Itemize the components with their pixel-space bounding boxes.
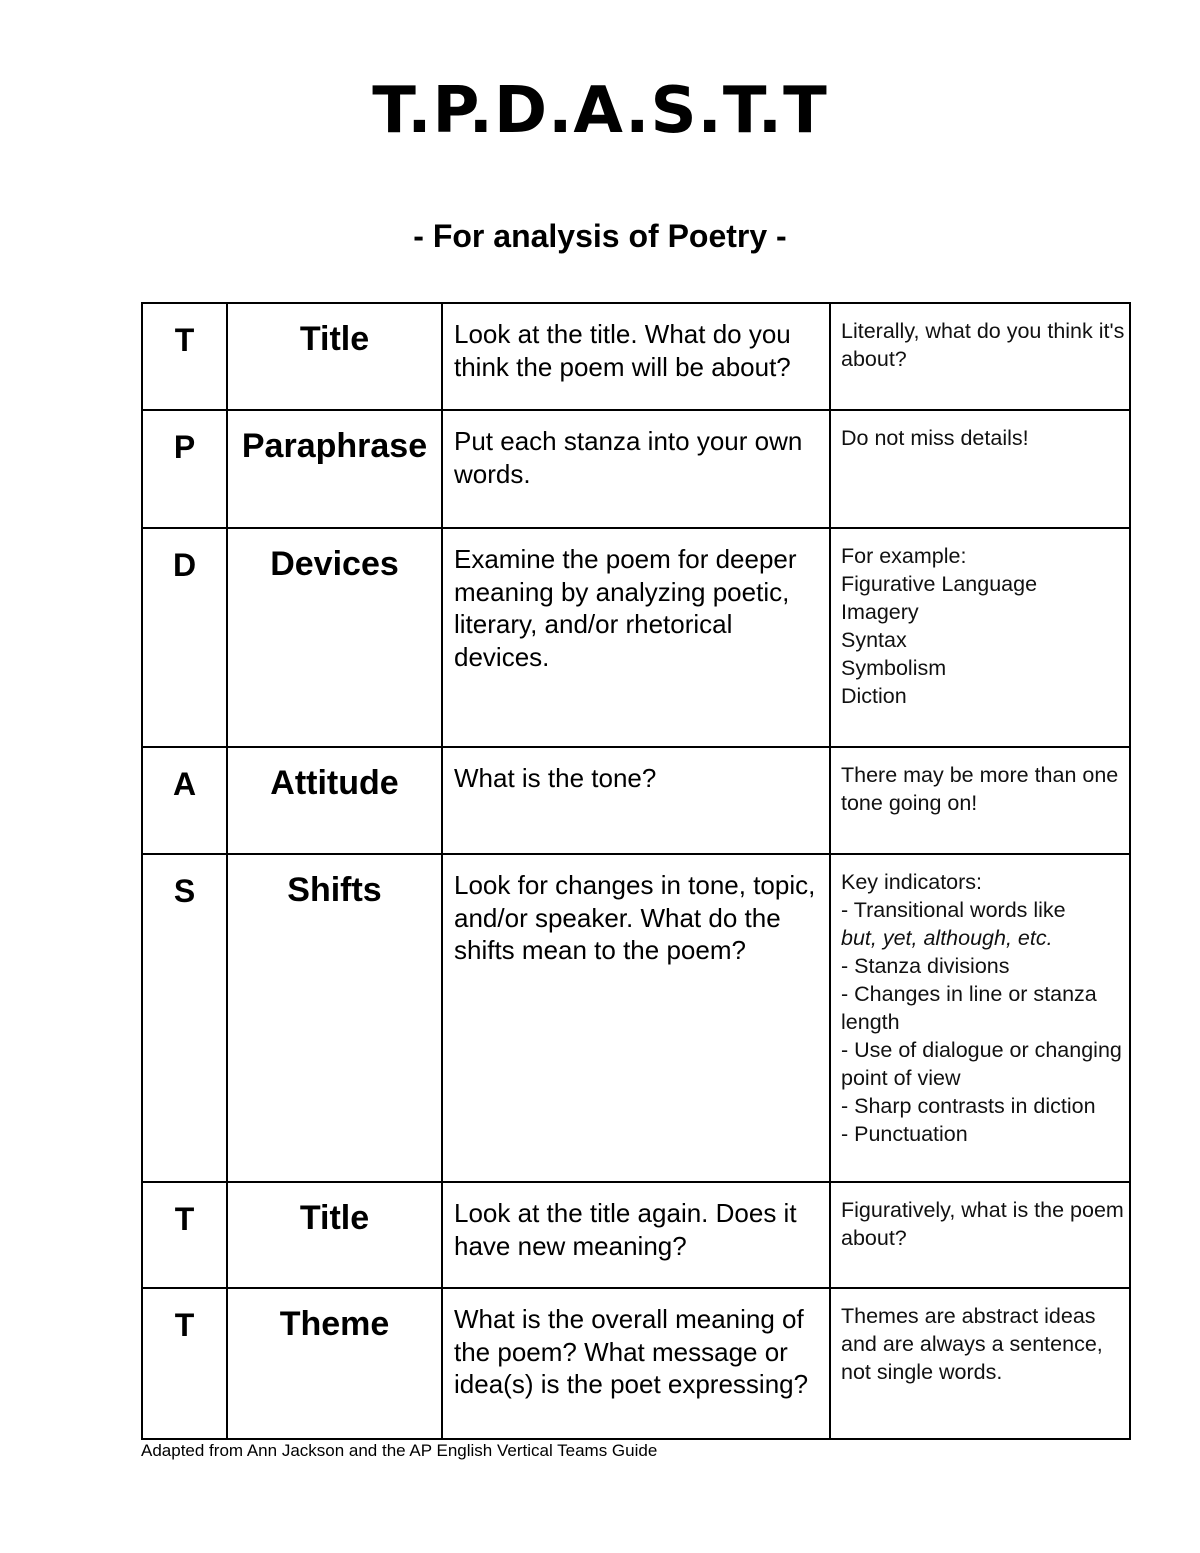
- note-line: but, yet, although, etc.: [841, 926, 1053, 950]
- page-subtitle: - For analysis of Poetry -: [413, 218, 787, 254]
- note-line: Figurative Language: [841, 572, 1038, 596]
- row-letter: S: [173, 873, 196, 909]
- note-line: Key indicators:: [841, 870, 983, 894]
- table-row: [142, 1182, 1130, 1288]
- row-note: [831, 529, 1129, 710]
- row-letter: T: [174, 1201, 195, 1237]
- letter-cell: [142, 410, 227, 528]
- row-name: Theme: [279, 1305, 390, 1343]
- row-name: Title: [299, 1199, 370, 1237]
- row-name: Shifts: [287, 871, 382, 909]
- row-description: Look at the title again. Does it have new meaning?: [454, 1198, 797, 1261]
- row-name: Attitude: [270, 764, 399, 802]
- row-description: Put each stanza into your own words.: [454, 426, 803, 489]
- row-description: Examine the poem for deeper meaning by analyzing poetic, literary, and/or rhetorical devices.: [454, 544, 797, 672]
- description-cell: [442, 410, 830, 528]
- note-line: - Changes in line or stanza length: [841, 982, 1097, 1034]
- description-cell: [442, 528, 830, 747]
- row-note: [831, 411, 1129, 452]
- row-letter: T: [174, 1307, 195, 1343]
- table-row: [142, 410, 1130, 528]
- name-cell: [227, 1288, 442, 1439]
- page-title: T.P.D.A.S.T.T: [372, 74, 828, 148]
- tpdastt-table: [141, 302, 1131, 1440]
- note-line: Symbolism: [841, 656, 947, 680]
- table-row: [142, 747, 1130, 854]
- row-note: [831, 1183, 1129, 1252]
- table-row: [142, 528, 1130, 747]
- note-line: - Sharp contrasts in diction: [841, 1094, 1096, 1118]
- letter-cell: [142, 1182, 227, 1288]
- name-cell: [227, 303, 442, 410]
- description-cell: [442, 1288, 830, 1439]
- name-cell: [227, 854, 442, 1182]
- name-cell: [227, 747, 442, 854]
- letter-cell: [142, 1288, 227, 1439]
- row-description: Look at the title. What do you think the poem will be about?: [454, 319, 791, 382]
- note-line: There may be more than one tone going on!: [841, 763, 1119, 815]
- note-line: Literally, what do you think it's about?: [841, 319, 1125, 371]
- note-line: Imagery: [841, 600, 919, 624]
- name-cell: [227, 1182, 442, 1288]
- row-letter: P: [173, 429, 196, 465]
- note-cell: [830, 410, 1130, 528]
- note-line: Syntax: [841, 628, 907, 652]
- note-line: Do not miss details!: [841, 426, 1029, 450]
- row-note: [831, 855, 1129, 1148]
- note-line: - Transitional words like: [841, 898, 1066, 922]
- letter-cell: [142, 854, 227, 1182]
- row-note: [831, 304, 1129, 373]
- table-row: [142, 1288, 1130, 1439]
- description-cell: [442, 854, 830, 1182]
- row-note: [831, 748, 1129, 817]
- description-cell: [442, 747, 830, 854]
- note-cell: [830, 747, 1130, 854]
- row-note: [831, 1289, 1129, 1386]
- letter-cell: [142, 747, 227, 854]
- row-letter: A: [172, 766, 197, 802]
- row-letter: D: [172, 547, 197, 583]
- note-line: Figuratively, what is the poem about?: [841, 1198, 1124, 1250]
- note-line: For example:: [841, 544, 967, 568]
- row-letter: T: [174, 322, 195, 358]
- description-cell: [442, 303, 830, 410]
- note-cell: [830, 1288, 1130, 1439]
- note-cell: [830, 854, 1130, 1182]
- note-line: - Stanza divisions: [841, 954, 1010, 978]
- row-description: What is the tone?: [454, 763, 657, 793]
- row-description: What is the overall meaning of the poem? What message or idea(s) is the poet expressing?: [454, 1304, 809, 1399]
- note-cell: [830, 1182, 1130, 1288]
- name-cell: [227, 528, 442, 747]
- name-cell: [227, 410, 442, 528]
- footer-credit: Adapted from Ann Jackson and the AP English Vertical Teams Guide: [141, 1441, 658, 1460]
- table-row: [142, 854, 1130, 1182]
- note-line: - Punctuation: [841, 1122, 968, 1146]
- note-line: Themes are abstract ideas and are always a sentence, not single words.: [841, 1304, 1103, 1384]
- row-description: Look for changes in tone, topic, and/or speaker. What do the shifts mean to the poem?: [454, 870, 816, 965]
- letter-cell: [142, 303, 227, 410]
- note-line: Diction: [841, 684, 907, 708]
- note-line: - Use of dialogue or changing point of view: [841, 1038, 1122, 1090]
- table-row: [142, 303, 1130, 410]
- row-name: Title: [299, 320, 370, 358]
- note-cell: [830, 528, 1130, 747]
- row-name: Devices: [270, 545, 399, 583]
- letter-cell: [142, 528, 227, 747]
- row-name: Paraphrase: [241, 427, 428, 465]
- description-cell: [442, 1182, 830, 1288]
- note-cell: [830, 303, 1130, 410]
